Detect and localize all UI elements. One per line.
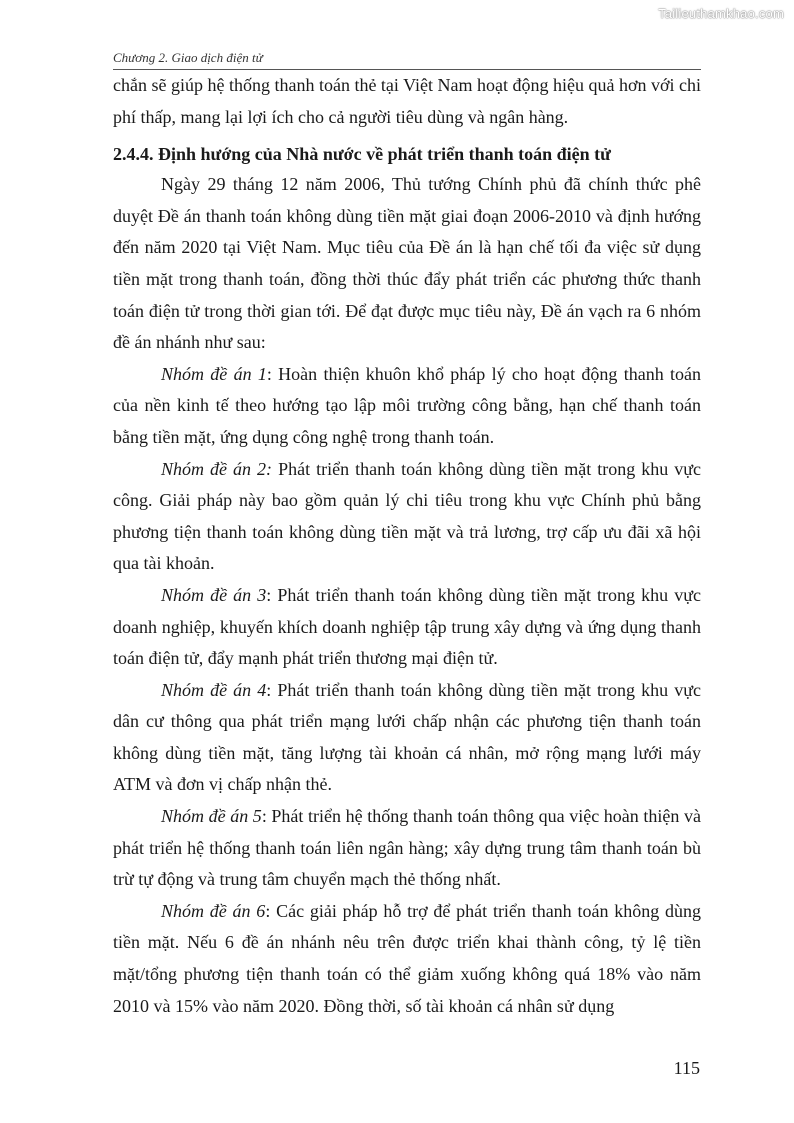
group-paragraph-4: [113, 675, 701, 801]
chapter-title: Chương 2. Giao dịch điện tử: [113, 50, 263, 65]
intro-paragraph: chắn sẽ giúp hệ thống thanh toán thẻ tại Việt Nam hoạt động hiệu quả hơn với chi phí thấp, mang lại lợi ích cho cả người tiêu dùng và ngân hàng.: [113, 75, 701, 127]
group-text: Phát triển thanh toán không dùng tiền mặt trong khu vực công. Giải pháp này bao gồm quản lý chi tiêu trong khu vực Chính phủ bằng phương tiện thanh toán không dùng tiền mặt và trả lương, trợ cấp ưu đãi xã hội qua tài khoản.: [113, 458, 701, 574]
group-label: Nhóm đề án 6: [161, 900, 266, 921]
group-separator: :: [265, 900, 277, 921]
group-paragraph-1: [113, 359, 701, 454]
page-body: [113, 70, 701, 1022]
group-text: Các giải pháp hỗ trợ để phát triển thanh toán không dùng tiền mặt. Nếu 6 đề án nhánh nêu trên được triển khai thành công, tỷ lệ tiền mặt/tổng phương tiện thanh toán có thể giảm xuống không quá 18% vào năm 2010 và 15% vào năm 2020. Đồng thời, số tài khoản cá nhân sử dụng: [113, 900, 701, 1016]
group-label: Nhóm đề án 3: [161, 584, 267, 605]
page-number: 115: [673, 1058, 700, 1078]
group-label: Nhóm đề án 1: [161, 363, 267, 384]
group-text: Hoàn thiện khuôn khổ pháp lý cho hoạt động thanh toán của nền kinh tế theo hướng tạo lập môi trường công bằng, hạn chế thanh toán bằng tiền mặt, ứng dụng công nghệ trong thanh toán.: [113, 363, 701, 447]
group-paragraph-2: [113, 454, 701, 580]
group-label: Nhóm đề án 2:: [161, 458, 273, 479]
group-label: Nhóm đề án 4: [161, 679, 267, 700]
group-paragraph-3: [113, 580, 701, 675]
group-separator: :: [266, 363, 279, 384]
group-paragraph-6: [113, 896, 701, 1022]
watermark: Tailieuthamkhao.com: [658, 6, 784, 21]
group-separator: :: [261, 806, 272, 827]
group-paragraph-5: [113, 801, 701, 896]
body-paragraph: Ngày 29 tháng 12 năm 2006, Thủ tướng Chính phủ đã chính thức phê duyệt Đề án thanh toán không dùng tiền mặt giai đoạn 2006-2010 và định hướng đến năm 2020 tại Việt Nam. Mục tiêu của Đề án là hạn chế tối đa việc sử dụng tiền mặt trong thanh toán, đồng thời thúc đẩy phát triển các phương thức thanh toán điện tử trong thời gian tới. Để đạt được mục tiêu này, Đề án vạch ra 6 nhóm đề án nhánh như sau:: [113, 174, 701, 353]
group-separator: :: [266, 679, 278, 700]
group-separator: :: [266, 584, 278, 605]
group-text: Phát triển thanh toán không dùng tiền mặt trong khu vực doanh nghiệp, khuyến khích doanh nghiệp tập trung xây dựng và ứng dụng thanh toán điện tử, đẩy mạnh phát triển thương mại điện tử.: [113, 584, 701, 669]
group-text: Phát triển thanh toán không dùng tiền mặt trong khu vực dân cư thông qua phát triển mạng lưới chấp nhận các phương tiện thanh toán không dùng tiền mặt, tăng lượng tài khoản cá nhân, mở rộng mạng lưới máy ATM và đơn vị chấp nhận thẻ.: [113, 679, 701, 795]
section-heading: 2.4.4. Định hướng của Nhà nước về phát triển thanh toán điện tử: [113, 144, 611, 165]
group-text: Phát triển hệ thống thanh toán thông qua việc hoàn thiện và phát triển hệ thống thanh toán liên ngân hàng; xây dựng trung tâm thanh toán bù trừ tự động và trung tâm chuyển mạch thẻ thống nhất.: [113, 806, 701, 890]
group-label: Nhóm đề án 5: [161, 806, 262, 827]
running-header: [113, 50, 701, 70]
